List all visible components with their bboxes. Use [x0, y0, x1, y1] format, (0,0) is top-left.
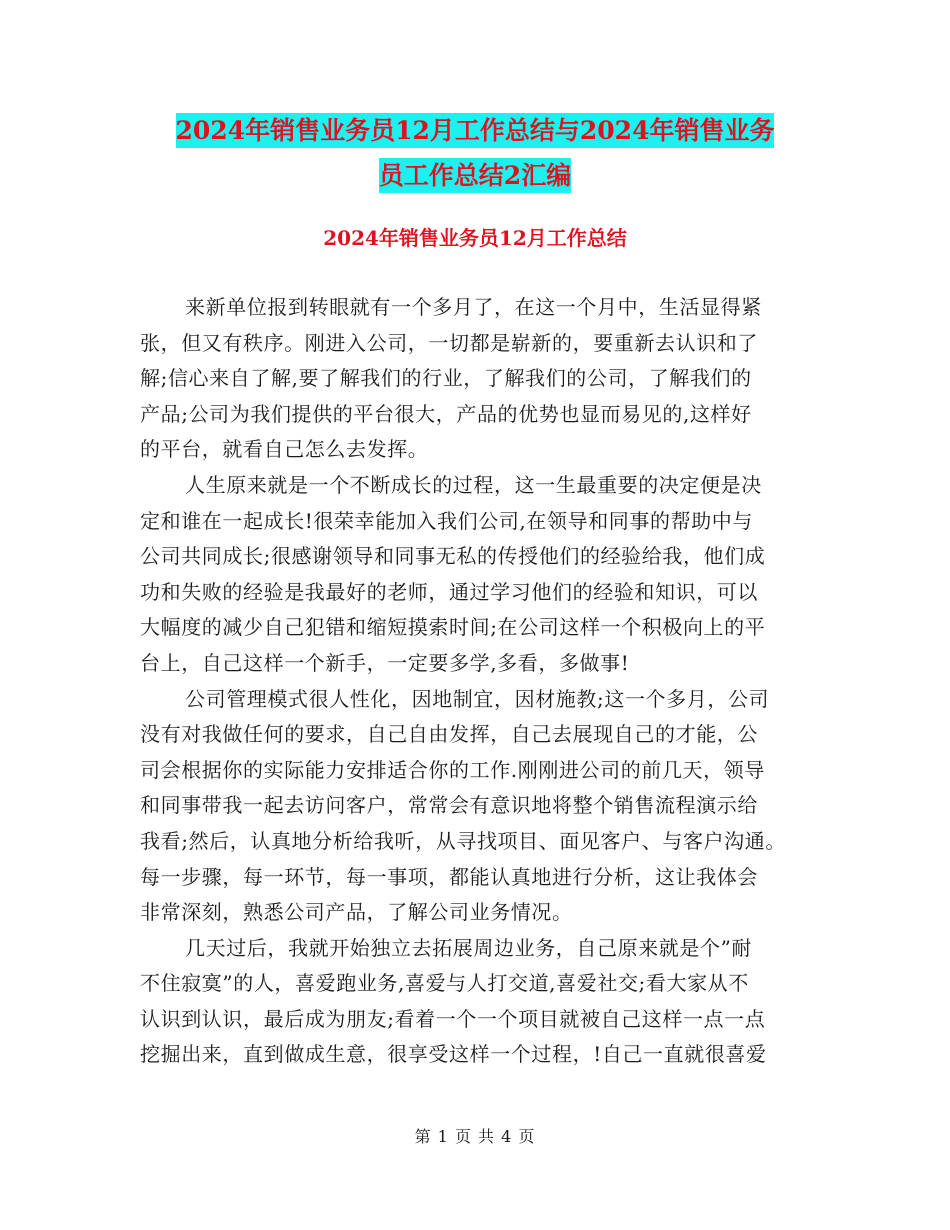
document-title-line1: 2024年销售业务员12月工作总结与2024年销售业务 [176, 113, 775, 148]
paragraph-line: 认识到认识，最后成为朋友;看着一个一个项目就被自己这样一点一点 [140, 1006, 766, 1031]
paragraph-line: 张，但又有秩序。刚进入公司，一切都是崭新的，要重新去认识和了 [140, 330, 758, 355]
paragraph-line: 不住寂寞”的人，喜爱跑业务,喜爱与人打交道,喜爱社交;看大家从不 [140, 971, 749, 996]
document-body [140, 290, 812, 1073]
paragraph-line: 公司管理模式很人性化，因地制宜，因材施教;这一个多月，公司 [185, 686, 770, 711]
section-title: 2024年销售业务员12月工作总结 [323, 226, 627, 250]
page-footer: 第 1 页 共 4 页 [414, 1127, 536, 1146]
paragraph-line: 和同事带我一起去访问客户，常常会有意识地将整个销售流程演示给 [140, 793, 758, 818]
paragraph-line: 司会根据你的实际能力安排适合你的工作.刚刚进公司的前几天，领导 [140, 757, 765, 782]
paragraph-line: 几天过后，我就开始独立去拓展周边业务，自己原来就是个”耐 [185, 935, 753, 960]
paragraph-line: 我看;然后，认真地分析给我听，从寻找项目、面见客户、与客户沟通。 [140, 828, 786, 853]
paragraph-line: 来新单位报到转眼就有一个多月了，在这一个月中，生活显得紧 [185, 295, 762, 319]
paragraph-line: 的平台，就看自己怎么去发挥。 [140, 437, 429, 462]
paragraph-line: 挖掘出来，直到做成生意，很享受这样一个过程，!自己一直就很喜爱 [140, 1042, 767, 1067]
paragraph-line: 没有对我做任何的要求，自己自由发挥，自己去展现自己的才能，公 [140, 722, 758, 747]
document-title-line2: 员工作总结2汇编 [379, 158, 571, 193]
paragraph-line: 人生原来就是一个不断成长的过程，这一生最重要的决定便是决 [185, 472, 762, 497]
paragraph-line: 非常深刻，熟悉公司产品，了解公司业务情况。 [140, 900, 573, 925]
paragraph-line: 台上，自己这样一个新手，一定要多学,多看，多做事! [140, 650, 630, 675]
paragraph-line: 功和失败的经验是我最好的老师，通过学习他们的经验和知识，可以 [140, 579, 758, 604]
document-title [0, 108, 950, 198]
paragraph-line: 解;信心来自了解,要了解我们的行业，了解我们的公司，了解我们的 [140, 366, 752, 391]
paragraph-line: 公司共同成长;很感谢领导和同事无私的传授他们的经验给我，他们成 [140, 544, 766, 569]
paragraph-line: 定和谁在一起成长!很荣幸能加入我们公司,在领导和同事的帮助中与 [140, 508, 753, 533]
paragraph-line: 大幅度的减少自己犯错和缩短摸索时间;在公司这样一个积极向上的平 [140, 615, 766, 640]
paragraph-line: 产品;公司为我们提供的平台很大，产品的优势也显而易见的,这样好 [140, 401, 752, 426]
paragraph-line: 每一步骤，每一环节，每一事项，都能认真地进行分析，这让我体会 [140, 864, 758, 889]
